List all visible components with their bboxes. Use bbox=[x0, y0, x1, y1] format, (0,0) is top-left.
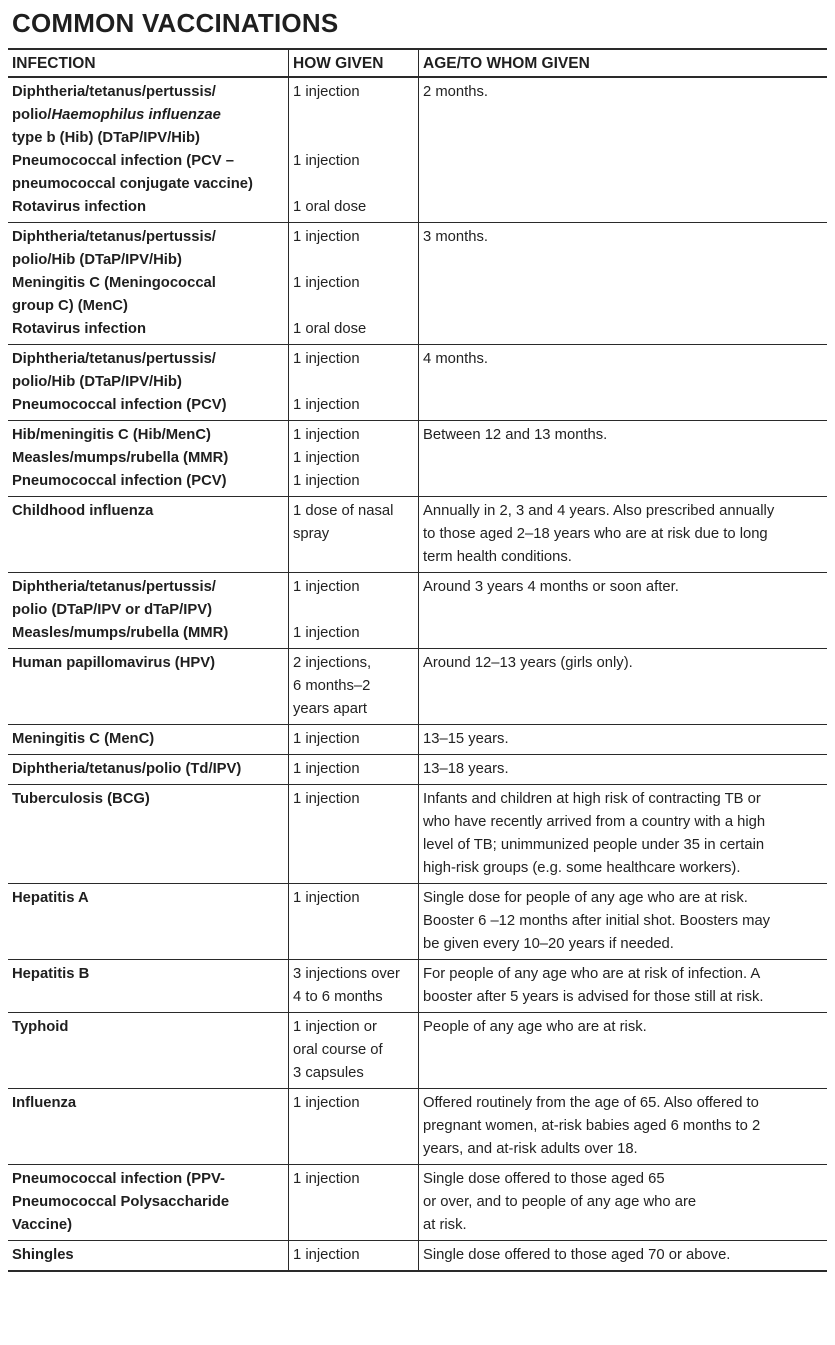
how-given-cell bbox=[289, 573, 419, 649]
table-row bbox=[8, 1013, 827, 1089]
how-given-line: 1 injection bbox=[293, 625, 360, 641]
infection-line: polio/Hib (DTaP/IPV/Hib) bbox=[12, 252, 182, 268]
table-row bbox=[8, 785, 827, 884]
age-line: or over, and to people of any age who are bbox=[423, 1194, 697, 1210]
infection-line: Hepatitis A bbox=[12, 890, 89, 906]
how-given-line: 1 oral dose bbox=[293, 199, 367, 215]
table-row bbox=[8, 884, 827, 960]
line-spacer bbox=[293, 249, 414, 272]
table-row bbox=[8, 223, 827, 345]
how-given-cell bbox=[289, 1241, 419, 1272]
infection-cell bbox=[8, 345, 289, 421]
how-given-line: 1 injection bbox=[293, 450, 360, 466]
line-spacer bbox=[293, 295, 414, 318]
infection-cell bbox=[8, 755, 289, 785]
how-given-line: 4 to 6 months bbox=[293, 989, 383, 1005]
age-line: booster after 5 years is advised for those still at risk. bbox=[423, 989, 764, 1005]
age-line: Single dose for people of any age who are at risk. bbox=[423, 890, 748, 906]
page-title: COMMON VACCINATIONS bbox=[12, 8, 339, 38]
line-spacer bbox=[293, 599, 414, 622]
infection-cell bbox=[8, 421, 289, 497]
infection-line: polio/Hib (DTaP/IPV/Hib) bbox=[12, 374, 182, 390]
age-line: pregnant women, at-risk babies aged 6 months to 2 bbox=[423, 1118, 761, 1134]
line-spacer bbox=[293, 127, 414, 150]
table-body bbox=[8, 77, 827, 1271]
infection-line: Hib/meningitis C (Hib/MenC) bbox=[12, 427, 211, 443]
age-line: term health conditions. bbox=[423, 549, 572, 565]
infection-cell bbox=[8, 1013, 289, 1089]
infection-cell bbox=[8, 223, 289, 345]
age-cell bbox=[419, 1241, 828, 1272]
table-row bbox=[8, 960, 827, 1013]
age-line: high-risk groups (e.g. some healthcare workers). bbox=[423, 860, 741, 876]
age-cell bbox=[419, 960, 828, 1013]
infection-line: Measles/mumps/rubella (MMR) bbox=[12, 625, 229, 641]
infection-line: Shingles bbox=[12, 1247, 74, 1263]
table-row bbox=[8, 573, 827, 649]
how-given-cell bbox=[289, 1165, 419, 1241]
how-given-line: 1 dose of nasal bbox=[293, 503, 394, 519]
how-given-line: 1 injection bbox=[293, 473, 360, 489]
table-row bbox=[8, 345, 827, 421]
infection-line: pneumococcal conjugate vaccine) bbox=[12, 176, 253, 192]
age-line: 13–18 years. bbox=[423, 761, 509, 777]
infection-cell bbox=[8, 649, 289, 725]
how-given-line: 3 injections over bbox=[293, 966, 400, 982]
infection-cell bbox=[8, 1241, 289, 1272]
how-given-line: 1 injection bbox=[293, 153, 360, 169]
how-given-cell bbox=[289, 755, 419, 785]
age-line: level of TB; unimmunized people under 35 in certain bbox=[423, 837, 765, 853]
infection-cell bbox=[8, 960, 289, 1013]
how-given-cell bbox=[289, 1089, 419, 1165]
age-line: at risk. bbox=[423, 1217, 467, 1233]
age-line: 13–15 years. bbox=[423, 731, 509, 747]
how-given-line: 1 injection bbox=[293, 275, 360, 291]
how-given-line: 1 injection bbox=[293, 427, 360, 443]
how-given-line: 6 months–2 bbox=[293, 678, 371, 694]
infection-line: Vaccine) bbox=[12, 1217, 73, 1233]
age-line: Single dose offered to those aged 70 or above. bbox=[423, 1247, 731, 1263]
age-cell bbox=[419, 1013, 828, 1089]
age-cell bbox=[419, 755, 828, 785]
how-given-cell bbox=[289, 421, 419, 497]
vaccination-table bbox=[8, 48, 827, 1272]
age-cell bbox=[419, 1089, 828, 1165]
infection-line: Typhoid bbox=[12, 1019, 69, 1035]
infection-line: Diphtheria/tetanus/polio (Td/IPV) bbox=[12, 761, 242, 777]
how-given-line: 1 injection bbox=[293, 1171, 360, 1187]
how-given-line: 1 injection bbox=[293, 1095, 360, 1111]
how-given-line: 1 injection bbox=[293, 791, 360, 807]
infection-line: group C) (MenC) bbox=[12, 298, 128, 314]
infection-line: Childhood influenza bbox=[12, 503, 154, 519]
line-spacer bbox=[293, 173, 414, 196]
table-row bbox=[8, 1165, 827, 1241]
age-line: years, and at-risk adults over 18. bbox=[423, 1141, 638, 1157]
how-given-line: years apart bbox=[293, 701, 368, 717]
how-given-cell bbox=[289, 223, 419, 345]
infection-cell bbox=[8, 573, 289, 649]
infection-line: Meningitis C (MenC) bbox=[12, 731, 155, 747]
age-line: Annually in 2, 3 and 4 years. Also prescribed annually bbox=[423, 503, 775, 519]
header-how-given: HOW GIVEN bbox=[289, 49, 419, 77]
age-cell bbox=[419, 785, 828, 884]
infection-line: Influenza bbox=[12, 1095, 77, 1111]
how-given-cell bbox=[289, 649, 419, 725]
table-row bbox=[8, 1241, 827, 1272]
how-given-cell bbox=[289, 1013, 419, 1089]
line-spacer bbox=[293, 371, 414, 394]
age-line: People of any age who are at risk. bbox=[423, 1019, 647, 1035]
age-cell bbox=[419, 1165, 828, 1241]
how-given-cell bbox=[289, 725, 419, 755]
infection-line: Pneumococcal infection (PCV – bbox=[12, 153, 235, 169]
how-given-cell bbox=[289, 345, 419, 421]
infection-line: Pneumococcal infection (PPV- bbox=[12, 1171, 225, 1187]
table-row bbox=[8, 77, 827, 223]
how-given-line: 1 injection or bbox=[293, 1019, 377, 1035]
infection-cell bbox=[8, 1165, 289, 1241]
infection-line: Diphtheria/tetanus/pertussis/ bbox=[12, 84, 216, 100]
how-given-line: 1 injection bbox=[293, 761, 360, 777]
how-given-line: 1 injection bbox=[293, 84, 360, 100]
age-line: Booster 6 –12 months after initial shot. Boosters may bbox=[423, 913, 771, 929]
table-row bbox=[8, 497, 827, 573]
infection-line: polio (DTaP/IPV or dTaP/IPV) bbox=[12, 602, 213, 618]
infection-line: Pneumococcal Polysaccharide bbox=[12, 1194, 230, 1210]
age-cell bbox=[419, 884, 828, 960]
infection-line: Diphtheria/tetanus/pertussis/ bbox=[12, 579, 216, 595]
infection-line: Pneumococcal infection (PCV) bbox=[12, 397, 227, 413]
how-given-line: oral course of bbox=[293, 1042, 383, 1058]
table-row bbox=[8, 649, 827, 725]
how-given-line: 1 oral dose bbox=[293, 321, 367, 337]
age-cell bbox=[419, 497, 828, 573]
infection-cell bbox=[8, 1089, 289, 1165]
infection-cell bbox=[8, 725, 289, 755]
age-line: Offered routinely from the age of 65. Also offered to bbox=[423, 1095, 759, 1111]
infection-cell bbox=[8, 77, 289, 223]
infection-line: type b (Hib) (DTaP/IPV/Hib) bbox=[12, 130, 200, 146]
age-line: to those aged 2–18 years who are at risk due to long bbox=[423, 526, 768, 542]
table-row bbox=[8, 1089, 827, 1165]
infection-line: Hepatitis B bbox=[12, 966, 90, 982]
age-line: 3 months. bbox=[423, 229, 488, 245]
age-line: For people of any age who are at risk of infection. A bbox=[423, 966, 761, 982]
how-given-cell bbox=[289, 497, 419, 573]
how-given-cell bbox=[289, 77, 419, 223]
age-cell bbox=[419, 725, 828, 755]
header-infection: INFECTION bbox=[8, 49, 289, 77]
how-given-line: 1 injection bbox=[293, 1247, 360, 1263]
age-line: Around 12–13 years (girls only). bbox=[423, 655, 633, 671]
how-given-cell bbox=[289, 884, 419, 960]
how-given-line: 1 injection bbox=[293, 397, 360, 413]
how-given-cell bbox=[289, 960, 419, 1013]
age-line: Infants and children at high risk of contracting TB or bbox=[423, 791, 761, 807]
how-given-line: spray bbox=[293, 526, 330, 542]
age-cell bbox=[419, 421, 828, 497]
age-line: Around 3 years 4 months or soon after. bbox=[423, 579, 679, 595]
age-line: Single dose offered to those aged 65 bbox=[423, 1171, 665, 1187]
line-spacer bbox=[293, 104, 414, 127]
how-given-cell bbox=[289, 785, 419, 884]
infection-line: Measles/mumps/rubella (MMR) bbox=[12, 450, 229, 466]
age-line: be given every 10–20 years if needed. bbox=[423, 936, 674, 952]
table-row bbox=[8, 725, 827, 755]
infection-line: Tuberculosis (BCG) bbox=[12, 791, 150, 807]
how-given-line: 1 injection bbox=[293, 731, 360, 747]
infection-cell bbox=[8, 497, 289, 573]
infection-line: Pneumococcal infection (PCV) bbox=[12, 473, 227, 489]
how-given-line: 1 injection bbox=[293, 351, 360, 367]
age-line: 4 months. bbox=[423, 351, 488, 367]
infection-cell bbox=[8, 785, 289, 884]
infection-line: Human papillomavirus (HPV) bbox=[12, 655, 216, 671]
infection-line: Diphtheria/tetanus/pertussis/ bbox=[12, 351, 216, 367]
age-cell bbox=[419, 223, 828, 345]
infection-line: Rotavirus infection bbox=[12, 199, 147, 215]
infection-line: Rotavirus infection bbox=[12, 321, 147, 337]
how-given-line: 1 injection bbox=[293, 890, 360, 906]
how-given-line: 2 injections, bbox=[293, 655, 372, 671]
infection-cell bbox=[8, 884, 289, 960]
age-line: who have recently arrived from a country with a high bbox=[423, 814, 766, 830]
age-cell bbox=[419, 649, 828, 725]
age-cell bbox=[419, 573, 828, 649]
table-row bbox=[8, 755, 827, 785]
infection-line: Diphtheria/tetanus/pertussis/ bbox=[12, 229, 216, 245]
infection-line: Meningitis C (Meningococcal bbox=[12, 275, 216, 291]
table-header-row bbox=[8, 49, 827, 77]
infection-line: polio/Haemophilus influenzae bbox=[12, 107, 221, 123]
age-line: Between 12 and 13 months. bbox=[423, 427, 608, 443]
table-row bbox=[8, 421, 827, 497]
how-given-line: 1 injection bbox=[293, 229, 360, 245]
age-cell bbox=[419, 77, 828, 223]
age-line: 2 months. bbox=[423, 84, 488, 100]
how-given-line: 3 capsules bbox=[293, 1065, 364, 1081]
header-age: AGE/TO WHOM GIVEN bbox=[419, 49, 828, 77]
how-given-line: 1 injection bbox=[293, 579, 360, 595]
age-cell bbox=[419, 345, 828, 421]
